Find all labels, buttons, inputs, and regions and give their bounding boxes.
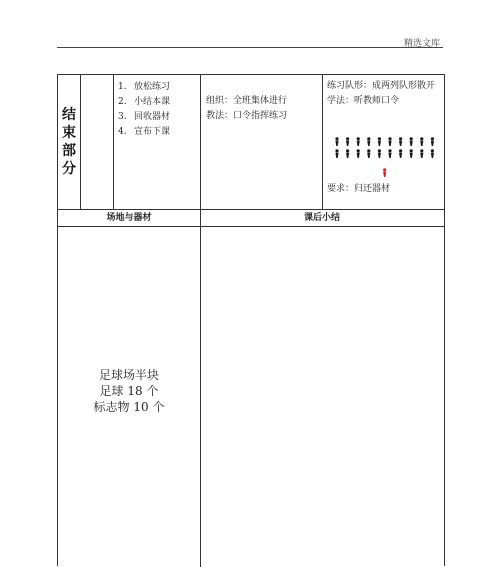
equipment-line: 足球场半块 bbox=[98, 368, 159, 382]
col-divider bbox=[200, 75, 201, 567]
student-icon bbox=[367, 149, 370, 158]
student-icon bbox=[335, 149, 338, 158]
student-icon bbox=[346, 137, 349, 146]
list-item bbox=[118, 110, 170, 125]
student-icon bbox=[420, 137, 423, 146]
teaching-method-line: 教法：口令指挥练习 bbox=[206, 111, 288, 121]
student-icon bbox=[388, 137, 391, 146]
section-title-char: 分 bbox=[62, 161, 76, 177]
col-divider bbox=[113, 75, 114, 209]
formation-diagram bbox=[333, 136, 443, 180]
equipment-header: 场地与器材 bbox=[106, 213, 152, 223]
student-icon bbox=[357, 137, 360, 146]
section-title-char: 结 bbox=[62, 107, 76, 123]
list-item-number: 4. bbox=[118, 127, 127, 137]
list-item bbox=[118, 125, 170, 140]
student-icon bbox=[420, 149, 423, 158]
student-icon bbox=[346, 149, 349, 158]
organization-line: 组织：全班集体进行 bbox=[206, 96, 288, 106]
student-icon bbox=[431, 137, 434, 146]
content-list bbox=[118, 80, 170, 140]
equipment-line: 标志物 10 个 bbox=[93, 400, 165, 414]
section-title-char: 部 bbox=[62, 143, 76, 159]
student-icon bbox=[367, 137, 370, 146]
list-item-text: 回收器材 bbox=[134, 112, 171, 122]
list-item-number: 3. bbox=[118, 112, 127, 122]
equipment-list bbox=[58, 367, 200, 415]
row-divider bbox=[58, 226, 444, 227]
student-icon bbox=[431, 149, 434, 158]
lesson-plan-table bbox=[57, 74, 445, 566]
section-title bbox=[58, 75, 80, 209]
student-icon bbox=[399, 149, 402, 158]
student-icon bbox=[378, 137, 381, 146]
list-item bbox=[118, 95, 170, 110]
equipment-line: 足球 18 个 bbox=[99, 384, 159, 398]
student-icon bbox=[378, 149, 381, 158]
page-header-label: 精选文库 bbox=[403, 39, 440, 49]
student-icon bbox=[335, 137, 338, 146]
header-rule bbox=[57, 47, 443, 48]
list-item-text: 小结本课 bbox=[134, 97, 171, 107]
organization-text bbox=[206, 94, 324, 124]
student-icon bbox=[399, 137, 402, 146]
student-icon bbox=[410, 137, 413, 146]
list-item-text: 放松练习 bbox=[134, 82, 171, 92]
requirement-text: 要求：归还器材 bbox=[327, 184, 391, 194]
student-icon bbox=[388, 149, 391, 158]
summary-header: 课后小结 bbox=[303, 213, 340, 223]
list-item-text: 宣布下课 bbox=[134, 127, 171, 137]
student-icon bbox=[410, 149, 413, 158]
col-divider bbox=[80, 75, 81, 209]
list-item-number: 2. bbox=[118, 97, 127, 107]
section-title-char: 束 bbox=[62, 125, 76, 141]
teacher-icon bbox=[383, 168, 386, 177]
list-item bbox=[118, 80, 170, 95]
student-icon bbox=[357, 149, 360, 158]
formation-text: 练习队形：成两列队形散开学法：听教师口令 bbox=[327, 81, 436, 106]
list-item-number: 1. bbox=[118, 82, 127, 92]
